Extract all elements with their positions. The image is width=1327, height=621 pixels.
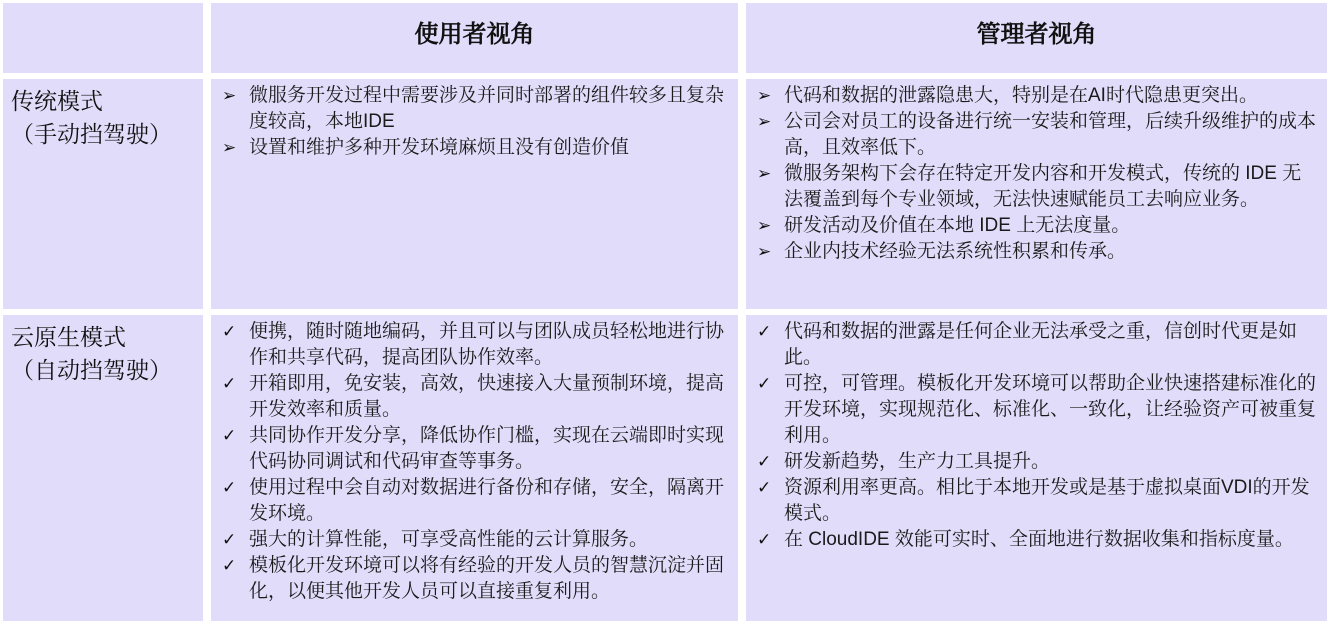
row-label-title: 云原生模式 <box>11 324 126 350</box>
check-bullet-icon: ✓ <box>222 530 237 549</box>
list-item-text: 强大的计算性能，可享受高性能的云计算服务。 <box>249 529 649 550</box>
check-bullet-icon: ✓ <box>757 322 772 341</box>
comparison-table <box>3 3 1327 621</box>
arrow-bullet-icon: ➢ <box>757 86 772 105</box>
arrow-bullet-icon: ➢ <box>757 164 772 183</box>
list-item <box>217 553 730 605</box>
row-label-traditional-mode <box>3 79 203 309</box>
row-label-subtitle: （手动挡驾驶） <box>11 121 172 147</box>
list-item <box>217 527 730 553</box>
list-item-text: 资源利用率更高。相比于本地开发或是基于虚拟桌面VDI的开发模式。 <box>784 477 1310 524</box>
list-item-text: 研发活动及价值在本地 IDE 上无法度量。 <box>784 215 1131 236</box>
header-cell-manager <box>746 3 1327 73</box>
list-item <box>217 135 730 161</box>
list-item <box>217 475 730 527</box>
check-bullet-icon: ✓ <box>757 478 772 497</box>
list-item <box>752 319 1319 371</box>
user-perspective-title: 使用者视角 <box>414 21 535 48</box>
list-item <box>752 475 1319 527</box>
list-item <box>752 371 1319 449</box>
list-item <box>752 161 1319 213</box>
list-item-text: 便携，随时随地编码，并且可以与团队成员轻松地进行协作和共享代码，提高团队协作效率。 <box>249 321 725 368</box>
list-item <box>217 319 730 371</box>
list-item-text: 设置和维护多种开发环境麻烦且没有创造价值 <box>249 137 630 158</box>
check-bullet-icon: ✓ <box>757 530 772 549</box>
list-item <box>752 83 1319 109</box>
list-item <box>217 83 730 135</box>
arrow-bullet-icon: ➢ <box>222 86 237 105</box>
list-item <box>752 449 1319 475</box>
list-item <box>752 109 1319 161</box>
check-bullet-icon: ✓ <box>757 374 772 393</box>
arrow-bullet-icon: ➢ <box>757 112 772 131</box>
arrow-bullet-icon: ➢ <box>757 242 772 261</box>
list-item-text: 研发新趋势，生产力工具提升。 <box>784 451 1051 472</box>
check-bullet-icon: ✓ <box>222 322 237 341</box>
list-item-text: 可控，可管理。模板化开发环境可以帮助企业快速搭建标准化的开发环境，实现规范化、标准化、一致化，让经验资产可被重复利用。 <box>784 373 1317 446</box>
list-item-text: 微服务开发过程中需要涉及并同时部署的组件较多且复杂度较高，本地IDE <box>249 85 725 132</box>
header-cell-user <box>211 3 738 73</box>
list-item <box>217 423 730 475</box>
check-bullet-icon: ✓ <box>222 374 237 393</box>
check-bullet-icon: ✓ <box>222 478 237 497</box>
list-item-text: 使用过程中会自动对数据进行备份和存储，安全，隔离开发环境。 <box>249 477 725 524</box>
list-item-text: 微服务架构下会存在特定开发内容和开发模式，传统的 IDE 无法覆盖到每个专业领域，无法快速赋能员工去响应业务。 <box>784 163 1302 210</box>
row-label-title: 传统模式 <box>11 88 103 114</box>
row-label-subtitle: （自动挡驾驶） <box>11 357 172 383</box>
row-label-cloud-native-mode <box>3 315 203 621</box>
check-bullet-icon: ✓ <box>222 426 237 445</box>
check-bullet-icon: ✓ <box>757 452 772 471</box>
header-cell-corner <box>3 3 203 73</box>
arrow-bullet-icon: ➢ <box>222 138 237 157</box>
check-bullet-icon: ✓ <box>222 556 237 575</box>
list-item-text: 在 CloudIDE 效能可实时、全面地进行数据收集和指标度量。 <box>784 529 1294 550</box>
list-item <box>217 371 730 423</box>
list-item-text: 模板化开发环境可以将有经验的开发人员的智慧沉淀并固化，以便其他开发人员可以直接重复利用。 <box>249 555 725 602</box>
cell-traditional-manager <box>746 79 1327 309</box>
list-item-text: 公司会对员工的设备进行统一安装和管理，后续升级维护的成本高，且效率低下。 <box>784 111 1317 158</box>
cell-traditional-user <box>211 79 738 309</box>
list-item-text: 开箱即用，免安装，高效，快速接入大量预制环境，提高开发效率和质量。 <box>249 373 725 420</box>
list-item <box>752 239 1319 265</box>
list-item <box>752 213 1319 239</box>
cell-cloudnative-user <box>211 315 738 621</box>
cell-cloudnative-manager <box>746 315 1327 621</box>
list-item-text: 代码和数据的泄露是任何企业无法承受之重，信创时代更是如此。 <box>784 321 1298 368</box>
manager-perspective-title: 管理者视角 <box>976 21 1097 48</box>
list-item-text: 企业内技术经验无法系统性积累和传承。 <box>784 241 1127 262</box>
list-item-text: 代码和数据的泄露隐患大，特别是在AI时代隐患更突出。 <box>784 85 1258 106</box>
arrow-bullet-icon: ➢ <box>757 216 772 235</box>
list-item-text: 共同协作开发分享，降低协作门槛，实现在云端即时实现代码协同调试和代码审查等事务。 <box>249 425 725 472</box>
list-item <box>752 527 1319 553</box>
